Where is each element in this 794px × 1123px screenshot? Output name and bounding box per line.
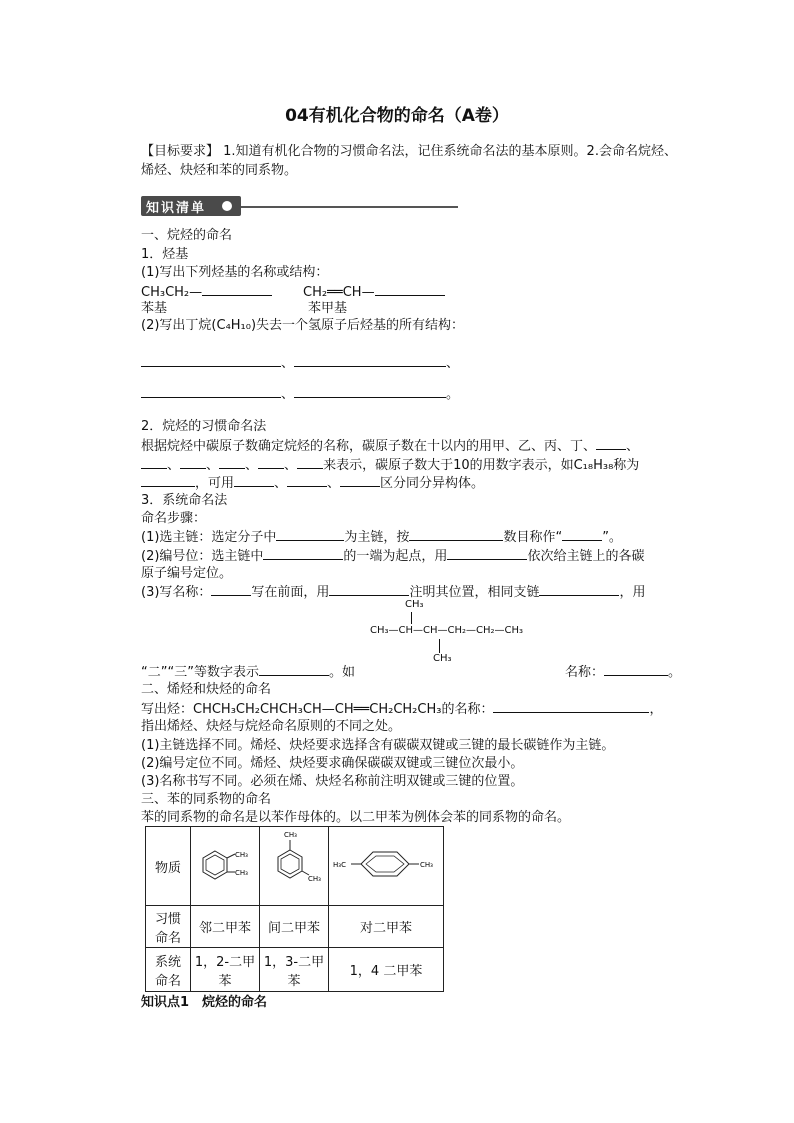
sec2-heading: 二、烯烃和炔烃的命名 [141,682,272,697]
butyl-answer-row-2 [141,384,459,404]
answer-blank[interactable] [180,455,206,469]
answer-blank[interactable] [340,473,380,487]
answer-blank[interactable] [493,699,649,713]
table-cell: 间二甲苯 [260,906,329,948]
steps-label: 命名步骤： [141,511,207,526]
knowledge-point-1: 知识点1 烷烃的命名 [141,995,268,1010]
separator: 、 [274,476,288,491]
step-1-text-c: 数目称作“ [503,530,563,545]
xylene-table [145,826,444,992]
methyl-label: CH₃ [420,861,433,869]
step-3-text-b: 写在前面，用 [251,585,330,600]
answer-blank[interactable] [287,473,327,487]
answer-blank[interactable] [141,455,167,469]
p2-text-2: 来表示，碳原子数大于10的用数字表示，如C₁₈H₃₈称为 [323,458,640,473]
table-cell: 1，3-二甲苯 [260,948,329,992]
separator: 、 [446,356,460,371]
sec2-rule-2: (2)编号定位不同。烯烃、炔烃要求确保碳碳双键或三键位次最小。 [141,756,524,771]
step-2-text-b: 的一端为起点，用 [343,549,448,564]
o-xylene-icon [193,835,257,893]
sec1-heading: 一、烷烃的命名 [141,228,233,243]
separator: 、 [327,476,341,491]
table-row [146,948,444,992]
methyl-label: H₃C [333,861,346,869]
step-1-text-a: (1)选主链：选定分子中 [141,530,277,545]
goal-text-1: 1.知道有机化合物的习惯命名法，记住系统命名法的基本原则。2.会命名烷烃、 [219,144,677,159]
table-cell: 邻二甲苯 [191,906,260,948]
sec2-question [141,699,662,719]
step-1 [141,527,622,547]
separator: 、 [281,356,295,371]
answer-blank[interactable] [294,353,446,367]
sec2-question-text: 写出烃：CHCH₃CH₂CHCH₃CH—CH══CH₂CH₂CH₃的名称： [141,702,494,717]
answer-blank[interactable] [276,527,344,541]
answer-blank[interactable] [447,546,527,560]
formula-top-ch3: CH₃ [405,599,424,610]
step-1-text-d: ”。 [602,530,622,545]
bond-line [439,639,440,653]
step-2 [141,546,644,566]
sec3-intro: 苯的同系物的命名是以苯作母体的。以二甲苯为例体会苯的同系物的命名。 [141,810,571,825]
ethyl-formula: CH₃CH₂— [141,285,203,300]
example-name [565,662,681,682]
m-xylene-icon [262,828,326,900]
p2-line-1 [141,436,639,456]
bond-line [411,612,412,624]
divider [241,206,458,208]
answer-blank[interactable] [141,353,281,367]
comma: ， [649,702,663,717]
o-xylene-structure [191,827,260,906]
step-3-text-d: ，用 [619,585,646,600]
answer-blank[interactable] [329,582,409,596]
sec2-rule-1: (1)主链选择不同。烯烃、炔烃要求选择含有碳碳双键或三键的最长碳链作为主链。 [141,738,615,753]
step-3-text-a: (3)写名称： [141,585,212,600]
answer-blank[interactable] [409,527,503,541]
step-2-text-c: 依次给主链上的各碳 [527,549,645,564]
p2-line-2 [141,455,639,475]
table-cell: 1，4 二甲苯 [329,948,444,992]
methyl-label: CH₃ [308,875,321,883]
row-header-line-1: 习惯 [154,911,181,927]
sec1-q1: (1)写出下列烃基的名称或结构： [141,265,329,280]
step-2-text-a: (2)编号位：选主链中 [141,549,264,564]
table-cell: 1，2-二甲苯 [191,948,260,992]
sec1-sub1: 1．烃基 [141,247,189,262]
sec1-sub2: 2．烷烃的习惯命名法 [141,419,267,434]
answer-blank[interactable] [263,546,343,560]
table-row [146,827,444,906]
answer-blank[interactable] [375,282,445,296]
methyl-label: CH₃ [235,869,248,877]
answer-blank[interactable] [202,282,272,296]
row-header-line-2: 命名 [154,973,181,989]
p2-text-3a: ，可用 [195,476,235,491]
table-cell: 对二甲苯 [329,906,444,948]
step-1-text-b: 为主链，按 [344,530,410,545]
p2-line-3 [141,473,484,493]
step-3-cont-text-b: 。如 [328,665,355,680]
butyl-answer-row-1 [141,353,459,373]
answer-blank[interactable] [141,473,195,487]
example-name-label: 名称： [565,665,605,680]
step-3-cont [141,662,355,682]
row-header [146,906,191,948]
goal-line-2: 烯烃、炔烃和苯的同系物。 [141,163,298,178]
separator: 、 [284,458,298,473]
row-header-line-2: 命名 [154,930,181,946]
p2-text-1: 根据烷烃中碳原子数确定烷烃的名称，碳原子数在十以内的用甲、乙、丙、丁、 [141,439,597,454]
section-banner-text: 知识清单 [146,201,207,216]
period: 。 [668,665,682,680]
answer-blank[interactable] [141,384,281,398]
p-xylene-structure [329,827,444,906]
m-xylene-structure [260,827,329,906]
formula-bottom-ch3: CH₃ [433,653,452,664]
row-header [146,948,191,992]
step-3-text-c: 注明其位置，相同支链 [409,585,540,600]
goal-label: 【目标要求】 [141,144,220,159]
step-3 [141,582,645,602]
p-xylene-icon [331,844,441,884]
answer-blank[interactable] [539,582,619,596]
bullet-dot-icon [222,201,232,211]
row-header: 物质 [146,827,191,906]
sec3-heading: 三、苯的同系物的命名 [141,792,272,807]
row-header-line-1: 系统 [154,954,181,970]
separator: 、 [626,439,640,454]
formula-main-chain: CH₃—CH—CH—CH₂—CH₂—CH₃ [370,625,524,636]
methyl-label: CH₃ [235,851,248,859]
vinyl-formula: CH₂══CH— [303,285,375,300]
phenyl-label: 苯基 [141,301,168,316]
answer-blank[interactable] [297,455,323,469]
goal-line-1 [141,142,677,161]
benzyl-label: 苯甲基 [308,301,348,316]
sec1-sub3: 3．系统命名法 [141,493,228,508]
answer-blank[interactable] [604,662,668,676]
answer-blank[interactable] [294,384,446,398]
answer-blank[interactable] [258,455,284,469]
answer-blank[interactable] [562,527,602,541]
answer-blank[interactable] [219,455,245,469]
separator: 、 [281,387,295,402]
step-3-cont-text-a: “二”“三”等数字表示 [141,665,259,680]
sec1-q2: (2)写出丁烷(C₄H₁₀)失去一个氢原子后烃基的所有结构： [141,318,465,333]
separator: 、 [245,458,259,473]
table-row [146,906,444,948]
answer-blank[interactable] [259,662,329,676]
methyl-label: CH₃ [284,831,297,839]
page-title: 04有机化合物的命名（A卷） [285,106,509,126]
separator: 、 [206,458,220,473]
period: 。 [446,387,460,402]
sec2-rule-3: (3)名称书写不同。必须在烯、炔烃名称前注明双键或三键的位置。 [141,774,524,789]
sec2-p2: 指出烯烃、炔烃与烷烃命名原则的不同之处。 [141,719,402,734]
separator: 、 [167,458,181,473]
answer-blank[interactable] [211,582,251,596]
p2-text-3b: 区分同分异构体。 [380,476,485,491]
answer-blank[interactable] [596,436,626,450]
step-2-cont: 原子编号定位。 [141,566,233,581]
answer-blank[interactable] [234,473,274,487]
